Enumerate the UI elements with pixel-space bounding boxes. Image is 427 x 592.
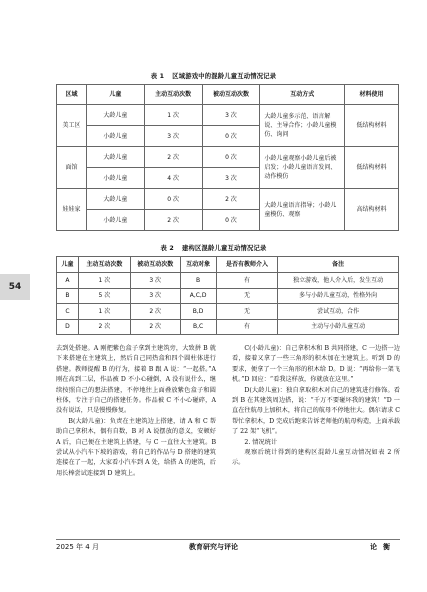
table1-header: 被动互动次数 bbox=[202, 85, 260, 105]
table2-cell: B bbox=[180, 273, 216, 289]
footer-date: 2025 年 4 月 bbox=[56, 543, 99, 551]
table1-header: 互动方式 bbox=[260, 85, 345, 105]
table2-cell: 主动与小龄儿童互动 bbox=[278, 319, 399, 335]
table1-number: 表 1 bbox=[150, 73, 165, 80]
footer-rule bbox=[56, 539, 400, 540]
table-row bbox=[57, 273, 399, 289]
child-cell: 大龄儿童 bbox=[86, 189, 144, 210]
table2-cell: 2 次 bbox=[130, 304, 180, 320]
material-cell: 低结构材料 bbox=[345, 147, 399, 189]
table2-cell: B,D bbox=[180, 304, 216, 320]
passive-count-cell: 3 次 bbox=[202, 105, 260, 126]
table2-cell: B,C bbox=[180, 319, 216, 335]
area-cell: 面馆 bbox=[57, 147, 87, 189]
table2-header: 互动对象 bbox=[180, 257, 216, 273]
table2-header: 备注 bbox=[278, 257, 399, 273]
table2-cell: 2 次 bbox=[130, 319, 180, 335]
table2-header-row bbox=[57, 257, 399, 273]
table1-header: 区域 bbox=[57, 85, 87, 105]
table2-cell: D bbox=[57, 319, 79, 335]
table2-cell: C bbox=[57, 304, 79, 320]
body-paragraph: C(小龄儿童)：自己拿积木和 B 共同搭建，C 一边搭一边看，接着又拿了一些三角形的积木加在主建筑上。听到 D 的要求，便拿了一个三角形的积木给 D。D 说：“再给你一架飞机。”D 回应：“看我这样放，你就放在这里。” bbox=[232, 345, 400, 384]
footer-journal-name: 教育研究与评论 bbox=[189, 543, 238, 551]
body-column-right bbox=[232, 344, 400, 469]
table2-header: 儿童 bbox=[57, 257, 79, 273]
material-cell: 高结构材料 bbox=[345, 189, 399, 231]
table1-header: 儿童 bbox=[86, 85, 144, 105]
table2-cell: 3 次 bbox=[130, 288, 180, 304]
table-row bbox=[57, 147, 399, 168]
material-cell: 低结构材料 bbox=[345, 105, 399, 147]
table2-cell: 多与小龄儿童互动，性格外向 bbox=[278, 288, 399, 304]
table-row bbox=[57, 189, 399, 210]
table2-cell: 1 次 bbox=[78, 273, 130, 289]
passive-count-cell: 0 次 bbox=[202, 126, 260, 147]
active-count-cell: 2 次 bbox=[144, 210, 202, 231]
table2-number: 表 2 bbox=[160, 245, 174, 252]
table-row bbox=[57, 319, 399, 335]
body-column-left bbox=[56, 344, 216, 479]
passive-count-cell: 0 次 bbox=[202, 147, 260, 168]
table2-caption bbox=[0, 243, 427, 252]
table2-header: 主动互动次数 bbox=[78, 257, 130, 273]
active-count-cell: 0 次 bbox=[144, 189, 202, 210]
passive-count-cell: 0 次 bbox=[202, 210, 260, 231]
body-paragraph: B(大龄儿童)：负责在主建筑边上搭建，请 A 和 C 帮助自己拿积木，偶有自数，B 对 A 说摆放的意义，安顿好 A 后，自己便在主建筑上搭建，与 C 一直往大主建筑。B 尝试从小汽车下坡的游戏，将自己的作品与 D 搭建的建筑连接在了一起，大家看小汽车到 A 处，给搭 A 的建筑，后用长棒尝试连接到 D 建筑上。 bbox=[56, 417, 216, 477]
passive-count-cell: 2 次 bbox=[202, 189, 260, 210]
active-count-cell: 1 次 bbox=[144, 105, 202, 126]
child-cell: 小龄儿童 bbox=[86, 210, 144, 231]
table-row bbox=[57, 105, 399, 126]
page-number: 54 bbox=[8, 282, 22, 292]
table2-cell: A bbox=[57, 273, 79, 289]
method-cell: 大龄儿童多示范、语言解说、主导合作；小龄儿童模仿、询问 bbox=[260, 105, 345, 147]
table-row bbox=[57, 288, 399, 304]
body-paragraph: D(大龄儿童)：独自拿取积木对自己的建筑进行修饰。看到 B 在其建筑周边搭，说：“千万不要碰坏我的建筑！”D 一直在往航母上加积木，将自己的航母不停地往大。偶尔请求 C 帮忙拿积木，D 完成后跑来告诉老师他的航母构造，上面承载了 22 架“飞机”。 bbox=[232, 386, 400, 436]
table2-cell: 无 bbox=[216, 288, 278, 304]
table1-header: 主动互动次数 bbox=[144, 85, 202, 105]
table-row bbox=[57, 304, 399, 320]
table2-cell: 2 次 bbox=[78, 319, 130, 335]
table2-cell: A,C,D bbox=[180, 288, 216, 304]
method-cell: 大龄儿童语言指导；小龄儿童模仿、观察 bbox=[260, 189, 345, 231]
active-count-cell: 2 次 bbox=[144, 147, 202, 168]
table2-cell: 5 次 bbox=[78, 288, 130, 304]
table2-cell: 独立游戏，他人介入后，发生互动 bbox=[278, 273, 399, 289]
table2-cell: 有 bbox=[216, 319, 278, 335]
active-count-cell: 4 次 bbox=[144, 168, 202, 189]
area-cell: 美工区 bbox=[57, 105, 87, 147]
active-count-cell: 3 次 bbox=[144, 126, 202, 147]
child-cell: 小龄儿童 bbox=[86, 126, 144, 147]
body-paragraph: 去到处搭建。A 刚把紫色盒子拿到主建筑旁，大致拼 B 就下来搭建在主建筑上，然后自己同热盒和四个圆柱体进行搭建。教师提醒 B 的行为，接着 B 跟 A 说：“一起搭。”A 刚在高到二层，作品被 D 不小心碰倒，A 没有说什么，继续按照自己的想法搭建，不停地往上面叠放紫色盒子和圆柱体，专注于自己的搭建任务。作品被 C 不小心碰碎，A 没有说话，只是慢慢修复。 bbox=[56, 345, 216, 415]
table1-header-row bbox=[57, 85, 399, 105]
table2-cell: 1 次 bbox=[78, 304, 130, 320]
table1-header: 材料使用 bbox=[345, 85, 399, 105]
page-number-tab bbox=[0, 274, 30, 300]
body-paragraph: 观察后统计得到的建构区混龄儿童互动情况如表 2 所示。 bbox=[232, 449, 400, 467]
footer-section: 论衡 bbox=[370, 543, 396, 551]
child-cell: 大龄儿童 bbox=[86, 147, 144, 168]
table2-header: 被动互动次数 bbox=[130, 257, 180, 273]
table1-title: 区域游戏中的混龄儿童互动情况记录 bbox=[172, 73, 277, 80]
table2-cell: 无 bbox=[216, 304, 278, 320]
section-heading: 2. 情况统计 bbox=[244, 438, 278, 446]
table2-header: 是否有教师介入 bbox=[216, 257, 278, 273]
table2-cell: B bbox=[57, 288, 79, 304]
table2-cell: 3 次 bbox=[130, 273, 180, 289]
area-cell: 娃娃家 bbox=[57, 189, 87, 231]
table1-caption bbox=[0, 71, 427, 80]
table2-title: 建构区混龄儿童互动情况记录 bbox=[182, 245, 267, 252]
passive-count-cell: 3 次 bbox=[202, 168, 260, 189]
method-cell: 小龄儿童观察小龄儿童后被启发；小龄儿童语言发问、动作模仿 bbox=[260, 147, 345, 189]
child-cell: 小龄儿童 bbox=[86, 168, 144, 189]
table1 bbox=[56, 84, 399, 231]
table2 bbox=[56, 256, 399, 335]
table2-cell: 有 bbox=[216, 273, 278, 289]
table2-cell: 尝试互动，合作 bbox=[278, 304, 399, 320]
child-cell: 大龄儿童 bbox=[86, 105, 144, 126]
